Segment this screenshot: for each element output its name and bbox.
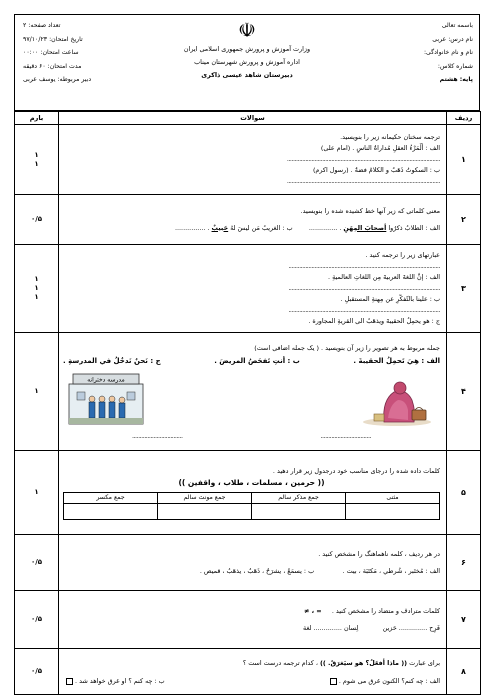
score-value: ۱ (34, 293, 39, 301)
question-score: ۰/۵ (15, 649, 59, 695)
question-instruction: جمله مربوط به هر تصویر را زیر آن بنویسید . ( یک جمله اضافی است) (254, 344, 440, 353)
answer-dots: ................................. (131, 431, 183, 440)
question-row-7 (15, 591, 481, 649)
header-exam-time: ساعت امتحان: ۰۰:۰۰ (23, 49, 79, 56)
answer-lines (63, 432, 440, 440)
question-instruction: معنی کلماتی که زیر آنها خط کشیده شده را بنویسید. (300, 206, 440, 215)
question-row-3 (15, 245, 481, 333)
header-subject: نام درس: عربی (432, 35, 473, 43)
choice-row (63, 677, 440, 685)
picture-row (63, 370, 440, 428)
question-score: ۰/۵ (15, 195, 59, 245)
question-score: ۰/۵ (15, 591, 59, 649)
question-instruction (63, 658, 440, 669)
header-school: دبیرستان شاهد عیسی ذاکری (201, 71, 293, 79)
question-instruction: در هر ردیف ، کلمه ناهماهنگ را مشخص کنید . (318, 549, 440, 558)
score-value: ۱ (34, 284, 39, 292)
question-row-2 (15, 195, 481, 245)
item-b-blank: . ............... (174, 223, 210, 232)
item-b: ب : يسمَعُ ، يشرَحُ ، ذَهَبٌ ، يذهَبُ ، قميص . (199, 566, 315, 575)
header-center (135, 17, 359, 82)
question-score: ۱ (15, 451, 59, 535)
questions-table (14, 111, 481, 695)
choice-a[interactable] (327, 677, 440, 685)
item-b-underlined: حَبيبٌ (211, 223, 229, 232)
header-right-info (424, 19, 473, 87)
category-answer-cell[interactable] (158, 503, 252, 519)
answer-dots: ................................................................................................... (288, 306, 440, 314)
question-number: ۸ (447, 649, 481, 695)
checkbox-icon[interactable] (66, 678, 73, 685)
item-a-blank: . .............. (308, 223, 342, 232)
iran-emblem-icon: ☫ (238, 18, 256, 42)
header-student-name: نام و نام خانوادگی: (423, 49, 473, 56)
checkbox-icon[interactable] (330, 678, 337, 685)
question-score: ۱ (15, 333, 59, 451)
question-items (63, 223, 440, 234)
question-item-c: ج : هو يحمِلُ الحقيبةَ ويذهَبُ الی القريةِ المجاورة . (308, 317, 440, 325)
score-value: ۱ (34, 275, 39, 283)
choice-b[interactable] (63, 677, 165, 685)
question-number: ۳ (447, 245, 481, 333)
question-body (59, 451, 447, 535)
question-instruction: کلمات داده شده را درجای مناسب خود درجدول زیر قرار دهید . (272, 466, 440, 475)
school-entrance-illustration (63, 370, 149, 428)
question-number: ۲ (447, 195, 481, 245)
header-grade: پایه: هشتم (439, 76, 473, 83)
header-teacher: دبیر مربوطه: یوسف عربی (23, 76, 92, 83)
header-page-count: تعداد صفحه: ۲ (23, 22, 61, 29)
item-a-underlined: أصحابَ المِهَنِ (343, 223, 387, 232)
question-score (15, 245, 59, 333)
item-a-text: الف : الطلابُ ذکرُوا (388, 223, 440, 232)
question-row-4 (15, 333, 481, 451)
question-body (59, 195, 447, 245)
answer-dots: .................................................................................................... (286, 177, 440, 185)
question-row-8 (15, 649, 481, 695)
score-value: ۱ (34, 159, 39, 168)
header-department: اداره آموزش و پرورش شهرستان میناب (194, 58, 300, 66)
question-body (59, 649, 447, 695)
answer-dots: ................................................................................................... (288, 262, 440, 270)
option-b: ب : أنتِ تَفحَصُ المريضَ . (214, 357, 300, 366)
instruction-post: ، کدام ترجمه درست است ؟ (242, 659, 318, 667)
question-row-5 (15, 451, 481, 535)
question-row-6 (15, 535, 481, 591)
category-answer-cell[interactable] (346, 503, 440, 519)
exam-header (14, 14, 480, 111)
word-bank: (( حرمين ، مسلمات ، طلاب ، واقفين )) (178, 477, 325, 487)
category-header: مثنی (346, 492, 440, 503)
header-ministry: وزارت آموزش و پرورش جمهوری اسلامی ایران (183, 45, 311, 53)
question-row-1 (15, 125, 481, 195)
header-basmala: باسمه تعالی (441, 22, 473, 29)
category-header: جمع مونث سالم (158, 492, 252, 503)
question-item-a: الف : إنَّ اللغةَ العربيةَ مِن اللغاتِ العالميةِ . (328, 273, 440, 281)
option-a: الف : هِيَ تَحمِلُ الحقيبةَ . (353, 357, 440, 366)
question-body (59, 591, 447, 649)
option-c: ج : نَحنُ نَدخُلُ في المدرسةِ . (63, 357, 161, 366)
item-b-text: ب : الغريبُ مَن لیسَ لهُ (230, 223, 293, 232)
question-number: ۱ (447, 125, 481, 195)
answer-dots: ................................................................................................... (288, 284, 440, 292)
question-body (59, 245, 447, 333)
category-answer-cell[interactable] (252, 503, 346, 519)
woman-carrying-bag-illustration (354, 370, 440, 428)
item-b: لِسان .............. لغة (303, 623, 359, 632)
item-a: فَرِح .............. حَزين (382, 623, 440, 632)
score-value: ۱ (34, 150, 39, 159)
question-number: ۷ (447, 591, 481, 649)
school-sign-text: مدرسه دخترانه (87, 376, 125, 384)
question-instruction: عبارتهای زیر را ترجمه کنید . (365, 251, 440, 259)
header-exam-date: تاریخ امتحان: ۹۷/۱۰/۲۳ (23, 35, 83, 43)
question-item-b: ب : علينا بالتّفكُّرِ عن مِهنةِ المستقبلِ . (340, 295, 440, 303)
answer-dots: ................................. (320, 431, 372, 440)
question-item-b: ب : السکوتُ ذَهَبٌ و الکلامُ فضةٌ . (رسول اکرم) (312, 166, 440, 174)
header-left-info (23, 19, 143, 87)
col-score-header: بارم (15, 112, 59, 125)
instruction-text: کلمات مترادف و متضاد را مشخص کنید . (331, 606, 440, 615)
item-a: الف : مُختَبر ، شُرطي ، مَکتَبَة ، بيت . (342, 566, 440, 575)
symbols: = ، ≠ (304, 606, 322, 615)
question-items (63, 566, 440, 577)
question-instruction (63, 606, 440, 617)
instruction-quote: (( ماذا أفعَلُ؟ هو سيَغرَقُ. )) (319, 659, 408, 667)
col-row-header: ردیف (447, 112, 481, 125)
question-body (59, 535, 447, 591)
exam-page (14, 14, 480, 698)
instruction-pre: برای عبارت (409, 659, 440, 667)
category-header: جمع مذکر سالم (252, 492, 346, 503)
sentence-options (63, 357, 440, 366)
question-score: ۰/۵ (15, 535, 59, 591)
category-answer-cell[interactable] (64, 503, 158, 519)
question-items (63, 623, 440, 634)
category-table (63, 492, 440, 520)
header-class-number: شماره کلاس: (437, 62, 473, 70)
question-number: ۴ (447, 333, 481, 451)
category-header: جمع مکسر (64, 492, 158, 503)
question-item-a: الف : أَلْمَرْءُ العقلِ مُداراةُ الناسِ . (امام علی) (320, 144, 440, 152)
choice-a-text: الف : چه کنم؟ الکنون غرق می شوم . (338, 677, 440, 685)
question-body (59, 125, 447, 195)
header-exam-duration: مدت امتحان: ۶۰ دقیقه (23, 62, 82, 70)
question-number: ۶ (447, 535, 481, 591)
choice-b-text: ب : چه کنم ؟ او غرق خواهد شد . (75, 677, 165, 685)
question-score (15, 125, 59, 195)
question-body (59, 333, 447, 451)
table-header-row (15, 112, 481, 125)
question-number: ۵ (447, 451, 481, 535)
col-questions-header: سوالات (59, 112, 447, 125)
question-instruction: ترجمه سخنان حکیمانه زیر را بنویسید. (340, 133, 440, 141)
answer-dots: .................................................................................................... (286, 155, 440, 163)
